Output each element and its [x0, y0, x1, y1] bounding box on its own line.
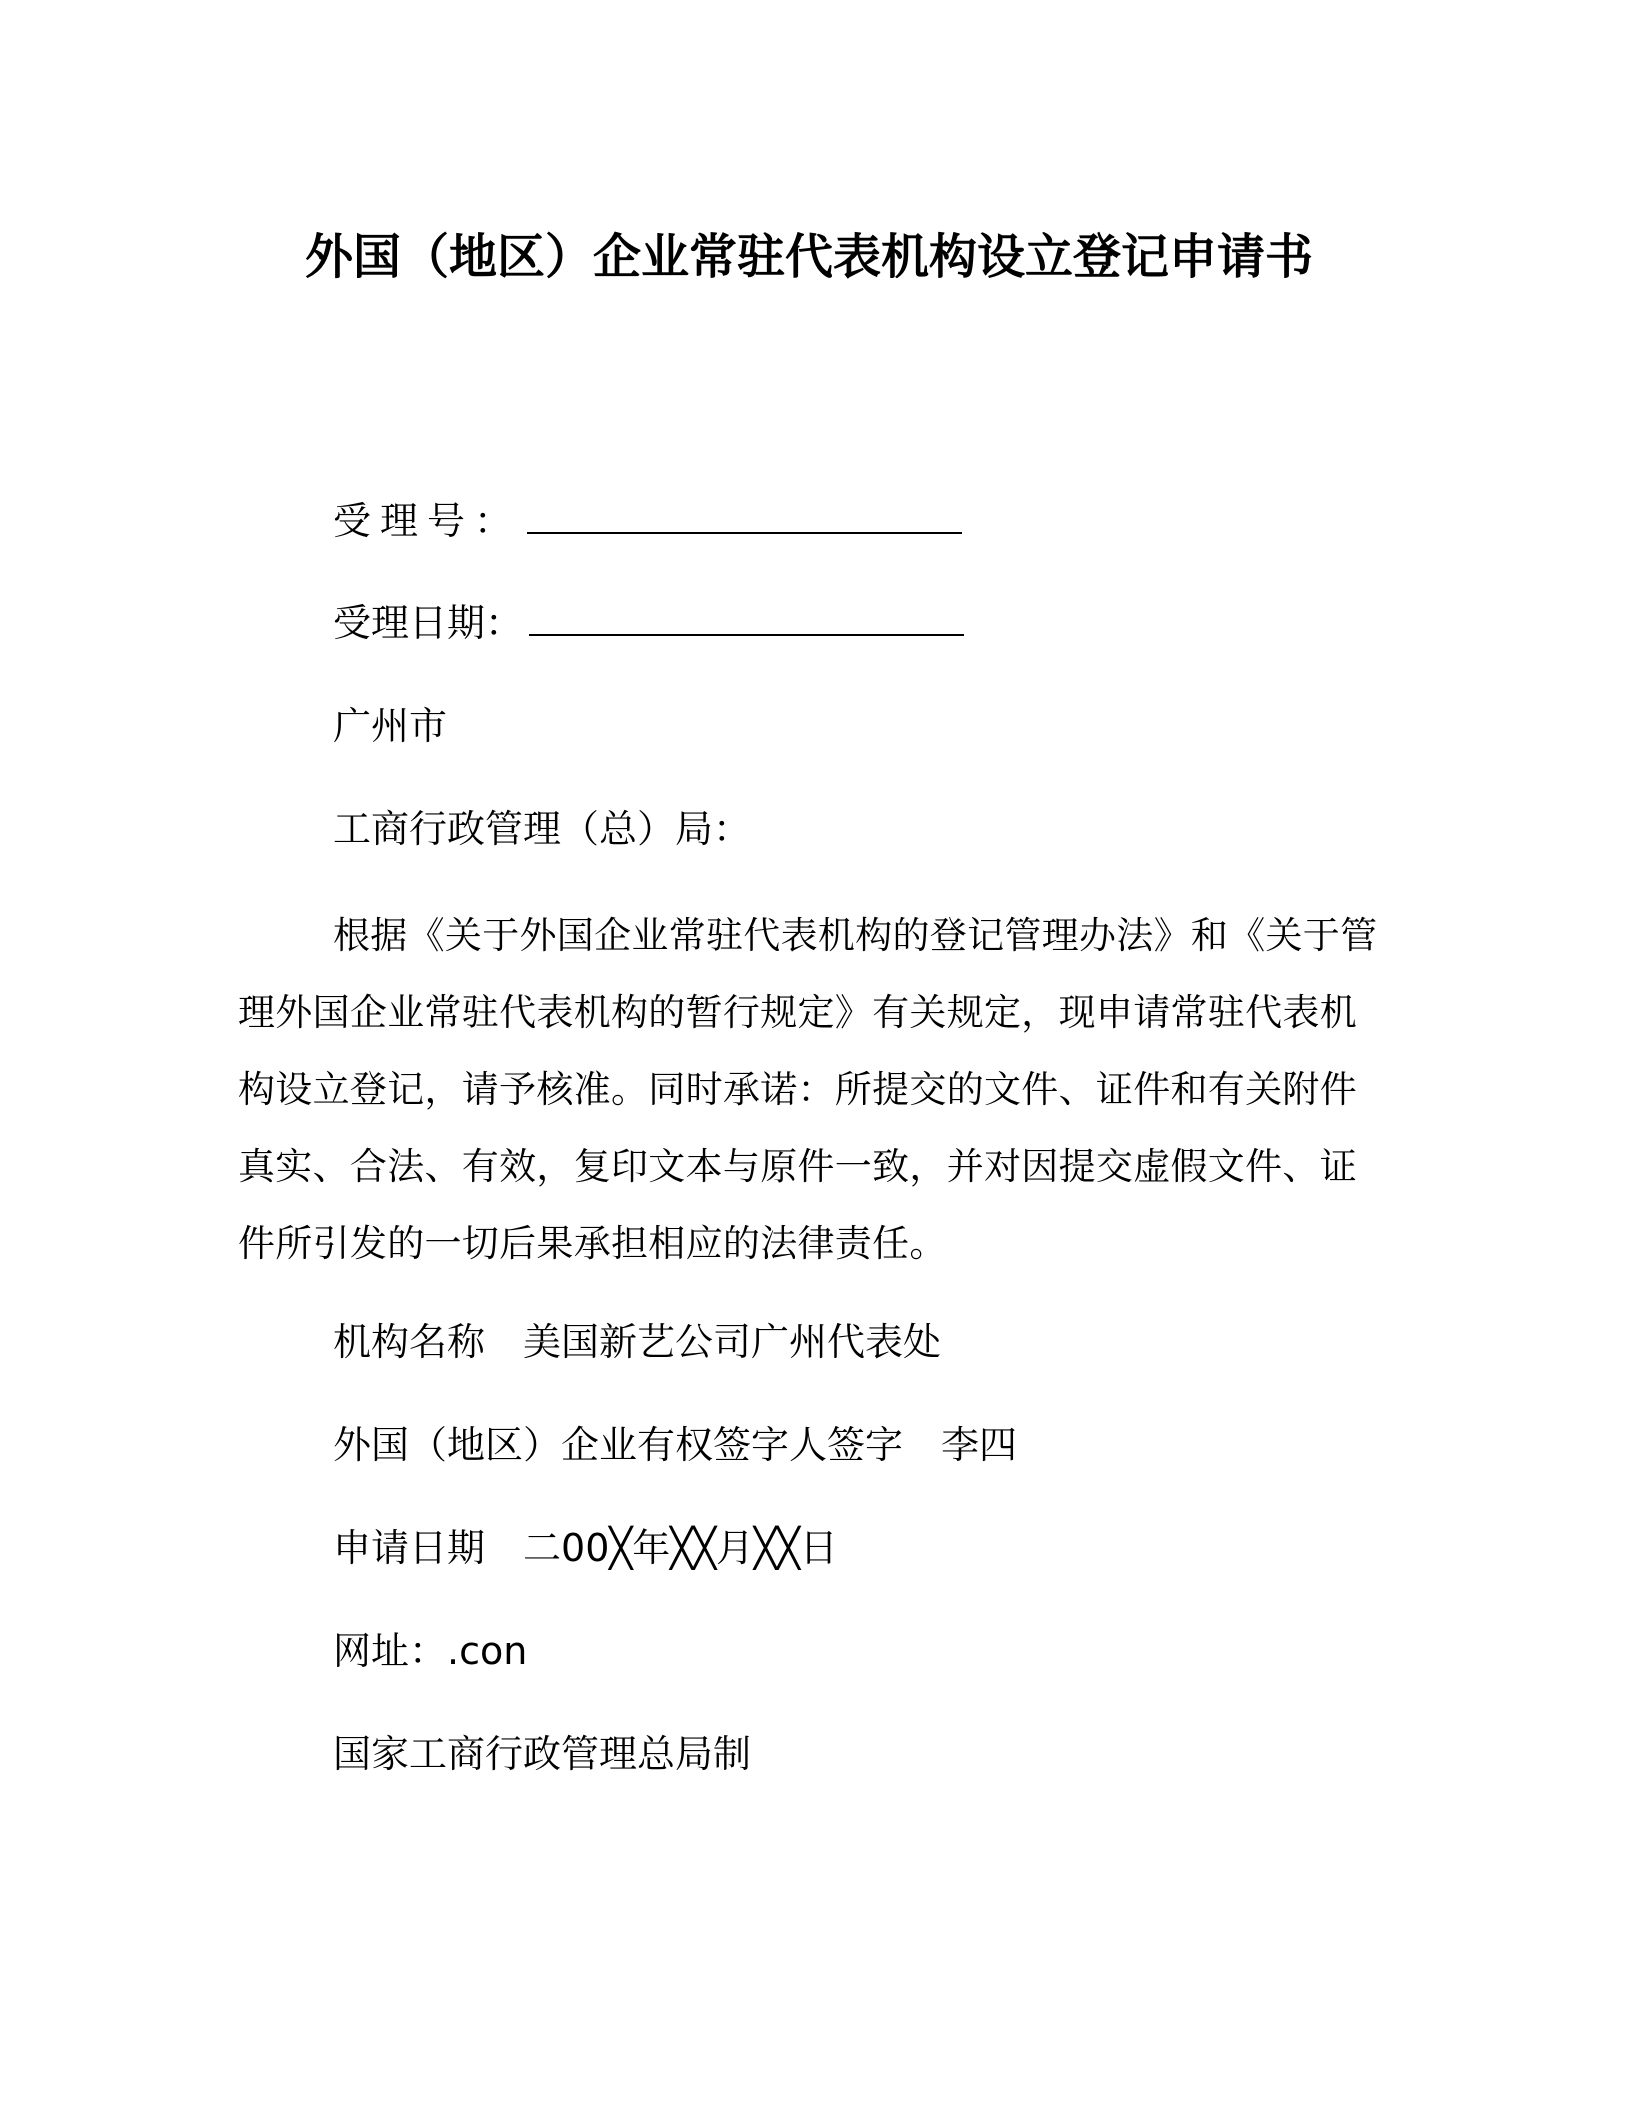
application-statement-paragraph: 根据《关于外国企业常驻代表机构的登记管理办法》和《关于管理外国企业常驻代表机构的暂行规定》有关规定，现申请常驻代表机构设立登记，请予核准。同时承诺：所提交的文件、证件和有关附件真实、合法、有效，复印文本与原件一致，并对因提交虚假文件、证件所引发的一切后果承担相应的法律责任。 — [238, 914, 1378, 1265]
acceptance-date-blank — [529, 630, 964, 636]
acceptance-number-blank — [527, 528, 962, 534]
signatory-value: 李四 — [941, 1423, 1018, 1467]
addressee-text: 工商行政管理（总）局： — [333, 807, 752, 851]
apply-date-label: 申请日期 — [333, 1526, 486, 1570]
issuer-line — [333, 1730, 751, 1778]
org-name-value: 美国新艺公司广州代表处 — [523, 1320, 942, 1364]
signatory-label: 外国（地区）企业有权签字人签字 — [333, 1423, 904, 1467]
issuer-text: 国家工商行政管理总局制 — [333, 1732, 752, 1776]
apply-date-line — [333, 1524, 838, 1572]
acceptance-number-label: 受理号： — [333, 499, 522, 543]
addressee-line — [333, 805, 751, 853]
signatory-line — [333, 1421, 1017, 1469]
org-name-line — [333, 1318, 941, 1366]
apply-date-value: 二00╳年╳╳月╳╳日 — [523, 1526, 838, 1570]
website-line — [333, 1627, 527, 1675]
document-title — [0, 218, 1632, 287]
acceptance-number-line — [333, 497, 962, 545]
city-line — [333, 702, 447, 750]
acceptance-date-line — [333, 599, 964, 647]
city-text: 广州市 — [333, 704, 448, 748]
org-name-label: 机构名称 — [333, 1320, 486, 1364]
title-text: 外国（地区）企业常驻代表机构设立登记申请书 — [304, 229, 1313, 285]
website-label: 网址： — [333, 1629, 448, 1673]
website-value: .con — [447, 1629, 528, 1673]
acceptance-date-label: 受理日期： — [333, 601, 524, 645]
